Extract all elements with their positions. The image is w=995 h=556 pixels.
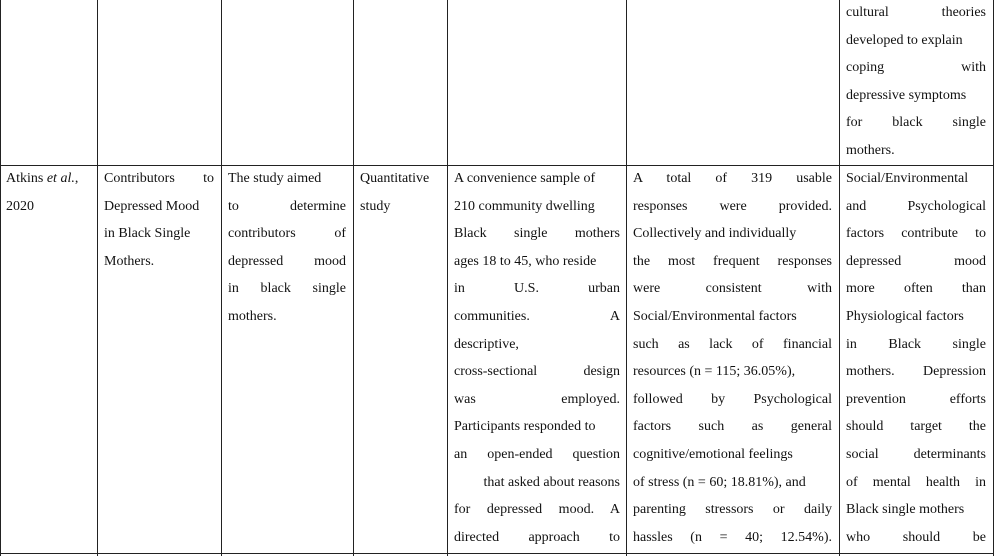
prev-row-implications-cell bbox=[846, 0, 986, 165]
column-divider bbox=[353, 0, 354, 556]
text-line: factors such as general bbox=[633, 419, 832, 435]
text-line: of mental health in bbox=[846, 474, 986, 490]
findings-cell bbox=[633, 165, 832, 551]
text-line: parenting stressors or daily bbox=[633, 502, 832, 518]
text-line: such as lack of financial bbox=[633, 336, 832, 352]
text-line: the most frequent responses bbox=[633, 253, 832, 269]
text-line: Mothers. bbox=[104, 253, 155, 269]
text-line: cross-sectional design bbox=[454, 364, 620, 380]
text-line: cognitive/emotional feelings bbox=[633, 446, 793, 462]
text-line: followed by Psychological bbox=[633, 391, 832, 407]
title-cell bbox=[104, 165, 214, 275]
text-line: The study aimed bbox=[228, 171, 322, 186]
text-line: depressive symptoms bbox=[846, 87, 967, 103]
text-line: developed to explain bbox=[846, 32, 963, 48]
text-line: prevention efforts bbox=[846, 391, 986, 407]
table-border-left bbox=[0, 0, 1, 556]
text-line: in Black Single bbox=[104, 226, 191, 242]
text-line: social determinants bbox=[846, 446, 986, 462]
text-line: Depressed Mood bbox=[104, 198, 200, 214]
text-line: Participants responded to bbox=[454, 419, 596, 435]
text-line: an open-ended question bbox=[454, 446, 620, 462]
text-line: 210 community dwelling bbox=[454, 198, 595, 214]
author-year: 2020 bbox=[6, 198, 34, 214]
column-divider bbox=[221, 0, 222, 556]
column-divider bbox=[839, 0, 840, 556]
text-line: resources (n = 115; 36.05%), bbox=[633, 364, 796, 380]
text-line: factors contribute to bbox=[846, 226, 986, 242]
author-cell bbox=[6, 165, 90, 220]
text-line: descriptive, bbox=[454, 336, 519, 352]
text-line: in U.S. urban bbox=[454, 281, 620, 297]
text-line: Black single mothers bbox=[454, 226, 620, 242]
text-line: Social/Environmental bbox=[846, 171, 969, 186]
text-line: contributors of bbox=[228, 226, 346, 242]
text-line: hassles (n = 40; 12.54%). bbox=[633, 529, 832, 545]
text-line: of stress (n = 60; 18.81%), and bbox=[633, 474, 806, 490]
table-border-bottom bbox=[0, 553, 994, 554]
text-line: depressed mood bbox=[228, 253, 346, 269]
text-line: Quantitative bbox=[360, 171, 430, 186]
text-line: in Black single bbox=[846, 336, 986, 352]
text-line: more often than bbox=[846, 281, 986, 297]
text-line: Social/Environmental factors bbox=[633, 308, 797, 324]
author-citation bbox=[6, 165, 90, 193]
text-line: to determine bbox=[228, 198, 346, 214]
text-line: A convenience sample of bbox=[454, 171, 596, 186]
text-line: for depressed mood. A bbox=[454, 502, 620, 518]
column-divider bbox=[97, 0, 98, 556]
text-line: depressed mood bbox=[846, 253, 986, 269]
text-line: coping with bbox=[846, 60, 986, 76]
design-cell bbox=[360, 165, 442, 220]
text-line: who should be bbox=[846, 529, 986, 545]
text-line: directed approach to bbox=[454, 529, 620, 545]
text-line: mothers. bbox=[228, 308, 277, 324]
text-line: cultural theories bbox=[846, 5, 986, 20]
author-comma: , bbox=[74, 171, 79, 186]
text-line: ages 18 to 45, who reside bbox=[454, 253, 597, 269]
text-line: mothers. Depression bbox=[846, 364, 986, 380]
table-border-right bbox=[993, 0, 994, 556]
implications-cell bbox=[846, 165, 986, 551]
text-line: communities. A bbox=[454, 308, 620, 324]
column-divider bbox=[626, 0, 627, 556]
purpose-cell bbox=[228, 165, 346, 331]
text-line: in black single bbox=[228, 281, 346, 297]
text-line: Physiological factors bbox=[846, 308, 964, 324]
text-line: were consistent with bbox=[633, 281, 832, 297]
text-line: should target the bbox=[846, 419, 986, 435]
text-line: mothers. bbox=[846, 142, 895, 158]
text-line: and Psychological bbox=[846, 198, 986, 214]
text-line: responses were provided. bbox=[633, 198, 832, 214]
text-line: Black single mothers bbox=[846, 502, 965, 518]
text-line: for black single bbox=[846, 115, 986, 131]
text-line: Contributors to bbox=[104, 171, 214, 186]
column-divider bbox=[447, 0, 448, 556]
text-line: Collectively and individually bbox=[633, 226, 797, 242]
text-line: study bbox=[360, 198, 391, 214]
author-etal: et al. bbox=[46, 171, 75, 186]
text-line: that asked about reasons bbox=[483, 474, 620, 490]
sample-cell bbox=[454, 165, 620, 551]
text-line: was employed. bbox=[454, 391, 620, 407]
author-name: Atkins bbox=[6, 171, 44, 186]
text-line: A total of 319 usable bbox=[633, 171, 832, 186]
